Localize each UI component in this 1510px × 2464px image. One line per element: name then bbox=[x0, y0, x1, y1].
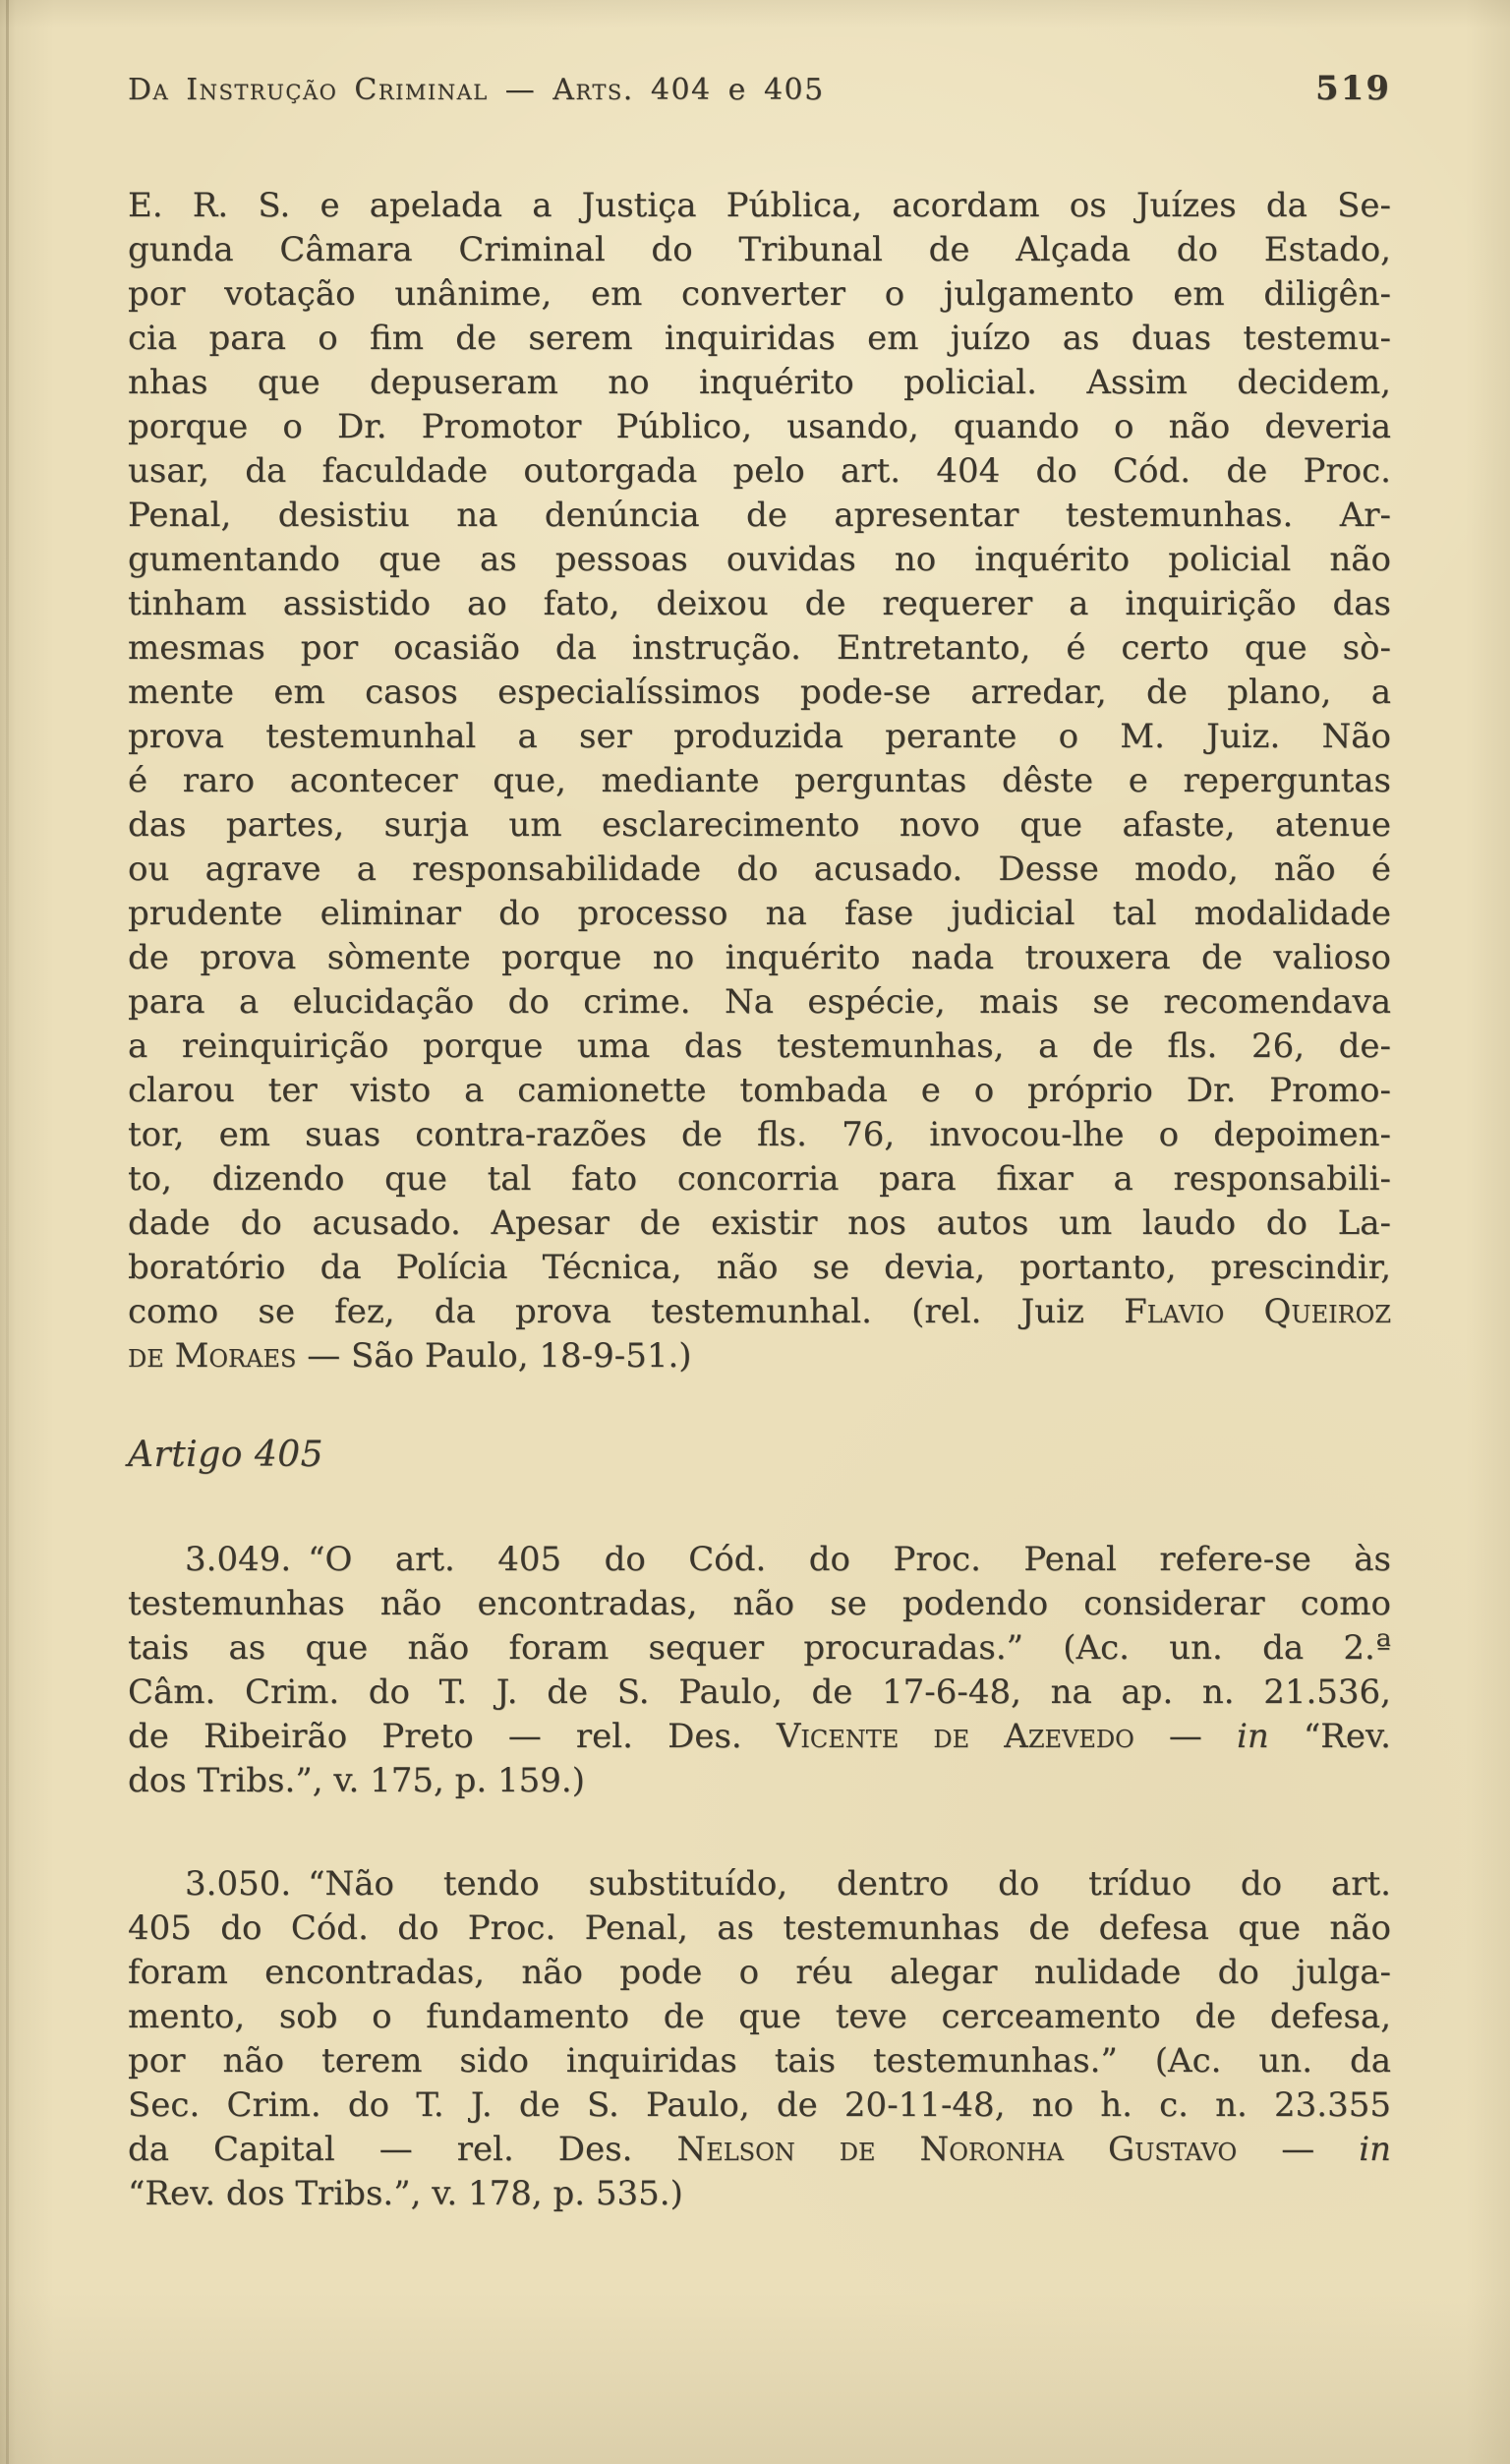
text-line bbox=[128, 1626, 1391, 1671]
text-line bbox=[128, 538, 1391, 582]
item-3049 bbox=[128, 1538, 1391, 1803]
text-line bbox=[128, 1290, 1391, 1334]
text-segment: — São Paulo, 18-9-51.) bbox=[296, 1336, 692, 1376]
item-3050 bbox=[128, 1862, 1391, 2216]
text-segment: 404 e 405 bbox=[633, 73, 825, 107]
text-line bbox=[128, 1538, 1391, 1582]
text-segment: prova testemunhal a ser produzida perante o M. Juiz. Não bbox=[128, 717, 1391, 756]
text-line bbox=[128, 2039, 1391, 2083]
text-line bbox=[128, 494, 1391, 538]
text-line bbox=[128, 892, 1391, 936]
text-segment: de prova sòmente porque no inquérito nada trouxera de valioso bbox=[128, 938, 1391, 977]
running-title bbox=[128, 73, 825, 108]
text-segment: Penal, desistiu na denúncia de apresentar testemunhas. Ar- bbox=[128, 496, 1391, 535]
text-segment: to, dizendo que tal fato concorria para fixar a responsabili- bbox=[128, 1159, 1391, 1199]
text-segment: prudente eliminar do processo na fase judicial tal modalidade bbox=[128, 894, 1391, 933]
text-segment: usar, da faculdade outorgada pelo art. 404 do Cód. de Proc. bbox=[128, 451, 1391, 491]
text-segment: clarou ter visto a camionette tombada e o próprio Dr. Promo- bbox=[128, 1071, 1391, 1110]
text-segment: — bbox=[1237, 2130, 1360, 2169]
text-line bbox=[128, 1069, 1391, 1113]
text-line bbox=[128, 1715, 1391, 1759]
text-line bbox=[128, 1995, 1391, 2039]
text-line bbox=[128, 1157, 1391, 1202]
text-line bbox=[128, 626, 1391, 671]
text-line bbox=[128, 936, 1391, 980]
text-segment: de Moraes bbox=[128, 1336, 297, 1376]
text-line bbox=[128, 1907, 1391, 1951]
text-segment: por votação unânime, em converter o julgamento em diligên- bbox=[128, 274, 1391, 314]
text-line bbox=[128, 715, 1391, 759]
text-segment: para a elucidação do crime. Na espécie, mais se recomendava bbox=[128, 982, 1391, 1022]
text-line bbox=[128, 2083, 1391, 2128]
text-line bbox=[128, 2128, 1391, 2172]
text-segment: de Ribeirão Preto — rel. Des. bbox=[128, 1717, 777, 1756]
text-line bbox=[128, 228, 1391, 272]
text-segment: “Rev. dos Tribs.”, v. 178, p. 535.) bbox=[128, 2174, 683, 2213]
text-segment: gumentando que as pessoas ouvidas no inquérito policial não bbox=[128, 540, 1391, 579]
text-segment: in bbox=[1359, 2130, 1391, 2169]
text-segment: cia para o fim de serem inquiridas em juízo as duas testemu- bbox=[128, 319, 1391, 358]
text-line bbox=[128, 317, 1391, 361]
text-segment: in bbox=[1237, 1717, 1269, 1756]
text-segment: Da Instrução Criminal — Arts. bbox=[128, 73, 634, 107]
text-line bbox=[128, 980, 1391, 1025]
text-segment: gunda Câmara Criminal do Tribunal de Alçada do Estado, bbox=[128, 230, 1391, 269]
text-segment: por não terem sido inquiridas tais testemunhas.” (Ac. un. da bbox=[128, 2041, 1391, 2081]
text-segment: tais as que não foram sequer procuradas.” (Ac. un. da 2.ª bbox=[128, 1628, 1391, 1668]
text-segment: a reinquirição porque uma das testemunhas, a de fls. 26, de- bbox=[128, 1027, 1391, 1066]
text-column bbox=[128, 184, 1391, 2216]
text-line bbox=[128, 1671, 1391, 1715]
text-line bbox=[128, 1202, 1391, 1246]
text-line bbox=[128, 1759, 1391, 1803]
text-segment: testemunhas não encontradas, não se podendo considerar como bbox=[128, 1584, 1391, 1623]
text-line bbox=[128, 582, 1391, 626]
text-line bbox=[128, 1113, 1391, 1157]
text-segment: Flavio Queiroz bbox=[1124, 1292, 1392, 1331]
text-segment: como se fez, da prova testemunhal. (rel. Juiz bbox=[128, 1292, 1125, 1331]
text-line bbox=[128, 1582, 1391, 1626]
text-segment: 3.049. “O art. 405 do Cód. do Proc. Penal refere-se às bbox=[185, 1540, 1391, 1579]
text-segment: mento, sob o fundamento de que teve cerceamento de defesa, bbox=[128, 1997, 1391, 2036]
text-segment: Vicente de Azevedo bbox=[776, 1717, 1134, 1756]
text-segment: Sec. Crim. do T. J. de S. Paulo, de 20-11-48, no h. c. n. 23.355 bbox=[128, 2085, 1391, 2125]
text-segment: “Rev. bbox=[1268, 1717, 1391, 1756]
text-segment: E. R. S. e apelada a Justiça Pública, acordam os Juízes da Se- bbox=[128, 186, 1391, 225]
text-segment: é raro acontecer que, mediante perguntas dêste e reperguntas bbox=[128, 761, 1391, 800]
text-line bbox=[128, 1246, 1391, 1290]
text-segment: Nelson de Noronha Gustavo bbox=[676, 2130, 1238, 2169]
text-line bbox=[128, 1951, 1391, 1995]
text-segment: porque o Dr. Promotor Público, usando, quando o não deveria bbox=[128, 407, 1391, 446]
artigo-405-heading bbox=[128, 1433, 1391, 1477]
text-line bbox=[128, 1862, 1391, 1907]
text-segment: tor, em suas contra-razões de fls. 76, invocou-lhe o depoimen- bbox=[128, 1115, 1391, 1154]
text-segment: mente em casos especialíssimos pode-se arredar, de plano, a bbox=[128, 673, 1391, 712]
text-segment: dos Tribs.”, v. 175, p. 159.) bbox=[128, 1761, 585, 1800]
text-line bbox=[128, 184, 1391, 228]
text-segment: das partes, surja um esclarecimento novo que afaste, atenue bbox=[128, 805, 1391, 845]
text-line bbox=[128, 671, 1391, 715]
text-segment: dade do acusado. Apesar de existir nos autos um laudo do La- bbox=[128, 1203, 1391, 1243]
text-segment: mesmas por ocasião da instrução. Entretanto, é certo que sò- bbox=[128, 628, 1391, 668]
text-line bbox=[128, 1025, 1391, 1069]
text-segment: da Capital — rel. Des. bbox=[128, 2130, 677, 2169]
text-segment: boratório da Polícia Técnica, não se devia, portanto, prescindir, bbox=[128, 1248, 1391, 1287]
acordao-art-404 bbox=[128, 184, 1391, 1379]
text-line bbox=[128, 449, 1391, 494]
text-segment: tinham assistido ao fato, deixou de requerer a inquirição das bbox=[128, 584, 1391, 623]
text-line bbox=[128, 272, 1391, 317]
page-header bbox=[128, 71, 1391, 108]
text-segment: — bbox=[1133, 1717, 1238, 1756]
text-segment: ou agrave a responsabilidade do acusado. Desse modo, não é bbox=[128, 850, 1391, 889]
text-line bbox=[128, 1433, 1391, 1477]
text-segment: Artigo 405 bbox=[128, 1435, 324, 1475]
text-line bbox=[128, 361, 1391, 405]
text-line bbox=[128, 803, 1391, 848]
text-segment: nhas que depuseram no inquérito policial. Assim decidem, bbox=[128, 363, 1391, 402]
text-segment: 405 do Cód. do Proc. Penal, as testemunhas de defesa que não bbox=[128, 1908, 1391, 1948]
text-line bbox=[128, 1334, 1391, 1379]
page-number: 519 bbox=[1315, 69, 1391, 108]
text-line bbox=[128, 759, 1391, 803]
text-line bbox=[128, 405, 1391, 449]
text-segment: foram encontradas, não pode o réu alegar nulidade do julga- bbox=[128, 1953, 1391, 1992]
text-segment: Câm. Crim. do T. J. de S. Paulo, de 17-6-48, na ap. n. 21.536, bbox=[128, 1672, 1391, 1712]
text-line bbox=[128, 2172, 1391, 2216]
text-segment: 3.050. “Não tendo substituído, dentro do tríduo do art. bbox=[185, 1864, 1391, 1904]
text-line bbox=[128, 848, 1391, 892]
